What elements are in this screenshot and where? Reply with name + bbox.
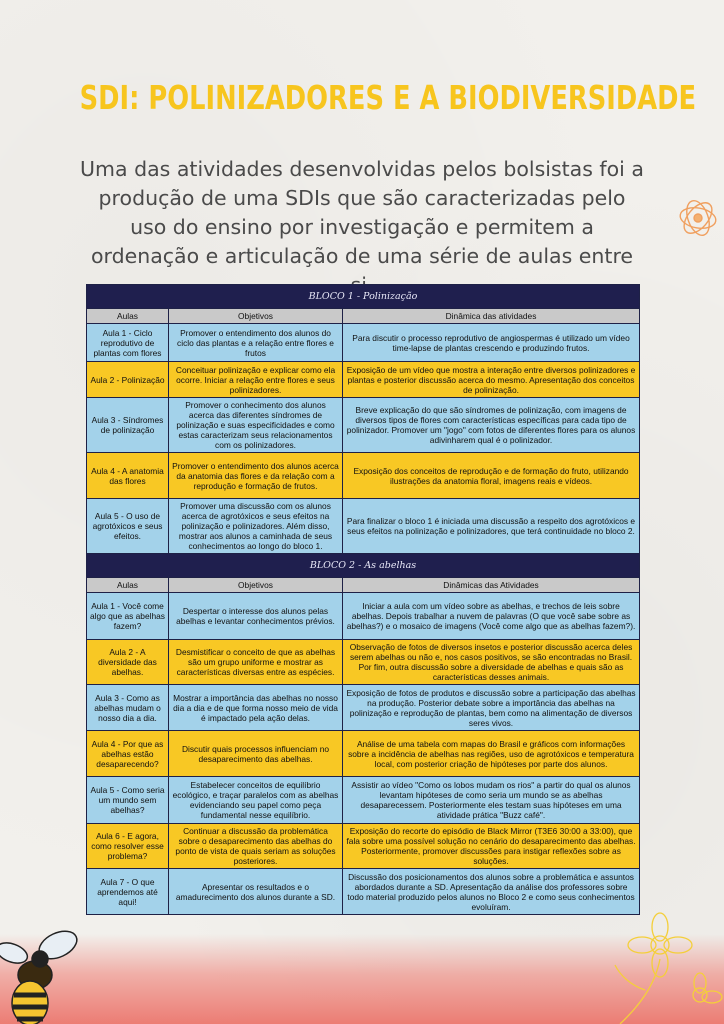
column-header-objetivos: Objetivos <box>169 578 343 593</box>
table-row <box>87 731 640 777</box>
table-row <box>87 640 640 685</box>
cell-dinamica: Para discutir o processo reprodutivo de angiospermas é utilizado um vídeo time-lapse de plantas crescendo e produzindo frutos. <box>343 324 640 362</box>
block2-heading: BLOCO 2 - As abelhas <box>87 554 640 578</box>
cell-aula: Aula 7 - O que aprendemos até aqui! <box>87 869 169 915</box>
cell-dinamica: Exposição dos conceitos de reprodução e de formação do fruto, utilizando ilustrações da anatomia floral, imagens reais e vídeos. <box>343 453 640 499</box>
cell-aula: Aula 1 - Você come algo que as abelhas fazem? <box>87 593 169 640</box>
table-row <box>87 324 640 362</box>
table-row <box>87 362 640 398</box>
cell-objetivo: Promover o entendimento dos alunos do ciclo das plantas e a relação entre flores e frutos <box>169 324 343 362</box>
table-row <box>87 869 640 915</box>
cell-dinamica: Análise de uma tabela com mapas do Brasil e gráficos com informações sobre a incidência de abelhas nas regiões, uso de agrotóxicos e temperatura local, com posterior criação de hipóteses por parte dos alunos. <box>343 731 640 777</box>
cell-objetivo: Despertar o interesse dos alunos pelas abelhas e levantar conhecimentos prévios. <box>169 593 343 640</box>
cell-dinamica: Assistir ao vídeo "Como os lobos mudam os rios" a partir do qual os alunos levantam hipóteses de como seria um mundo se as abelhas desaparecessem. Posteriormente eles testam suas hipóteses em uma atividade prática "Buzz café". <box>343 777 640 824</box>
cell-objetivo: Estabelecer conceitos de equilíbrio ecológico, e traçar paralelos com as abelhas evidenciando seu papel como peça fundamental nesse equilíbrio. <box>169 777 343 824</box>
block1-heading: BLOCO 1 - Polinização <box>87 285 640 309</box>
cell-dinamica: Exposição de fotos de produtos e discussão sobre a participação das abelhas na produção. Posterior debate sobre a importância das abelhas na polinização e reprodução de plantas, bem como na alimentação de diversos seres vivos. <box>343 685 640 731</box>
cell-aula: Aula 2 - Polinização <box>87 362 169 398</box>
flower-illustration <box>668 188 724 258</box>
block2-heading-row <box>87 554 640 578</box>
cell-objetivo: Conceituar polinização e explicar como ela ocorre. Iniciar a relação entre flores e seus polinizadores. <box>169 362 343 398</box>
cell-aula: Aula 5 - O uso de agrotóxicos e seus efeitos. <box>87 499 169 554</box>
cell-dinamica: Breve explicação do que são síndromes de polinização, com imagens de diversos tipos de flores com características específicas para cada tipo de polinizador. Promover um "jogo" com fotos de diferentes flores para os alunos adivinharem qual é o polinizador. <box>343 398 640 453</box>
block2-column-headers <box>87 578 640 593</box>
cell-dinamica: Observação de fotos de diversos insetos e posterior discussão acerca deles serem abelhas ou não e, nos casos positivos, se são encontradas no Brasil. Por fim, outra discussão sobre a diversidade de abelhas e quais são as características desses animais. <box>343 640 640 685</box>
cell-aula: Aula 3 - Síndromes de polinização <box>87 398 169 453</box>
cell-dinamica: Iniciar a aula com um vídeo sobre as abelhas, e trechos de leis sobre abelhas. Depois trabalhar a nuvem de palavras (O que você sabe sobre as abelhas?) e o mosaico de imagens (Você come algo que as abelhas fazem?). <box>343 593 640 640</box>
sdi-table <box>86 284 639 915</box>
cell-aula: Aula 2 - A diversidade das abelhas. <box>87 640 169 685</box>
column-header-dinamicas: Dinâmicas das Atividades <box>343 578 640 593</box>
table-row <box>87 685 640 731</box>
page-title: SDI: POLINIZADORES E A BIODIVERSIDADE <box>79 78 697 117</box>
intro-paragraph: Uma das atividades desenvolvidas pelos bolsistas foi a produção de uma SDIs que são caracterizadas pelo uso do ensino por investigação e permitem a ordenação e articulação de uma série de aulas entre <box>80 157 644 268</box>
cell-aula: Aula 4 - Por que as abelhas estão desaparecendo? <box>87 731 169 777</box>
cell-objetivo: Apresentar os resultados e o amadurecimento dos alunos durante a SD. <box>169 869 343 915</box>
table-row <box>87 824 640 869</box>
cell-objetivo: Promover uma discussão com os alunos acerca de agrotóxicos e seus efeitos na polinização e polinizadores. Além disso, mostrar aos alunos a caminhada de seus conhecimentos ao longo do bloco 1. <box>169 499 343 554</box>
column-header-objetivos: Objetivos <box>169 309 343 324</box>
column-header-dinamica: Dinâmica das atividades <box>343 309 640 324</box>
cell-objetivo: Continuar a discussão da problemática sobre o desaparecimento das abelhas do ponto de vista de quais seriam as soluções posteriores. <box>169 824 343 869</box>
table-row <box>87 453 640 499</box>
cell-objetivo: Promover o conhecimento dos alunos acerca das diferentes síndromes de polinização e suas especificidades e como estas caracterizam seus relacionamentos com os polinizadores. <box>169 398 343 453</box>
cell-dinamica: Para finalizar o bloco 1 é iniciada uma discussão a respeito dos agrotóxicos e seus efeitos na polinização e polinizadores, que terá continuidade no bloco 2. <box>343 499 640 554</box>
cell-dinamica: Discussão dos posicionamentos dos alunos sobre a problemática e assuntos abordados durante a SD. Apresentação da análise dos professores sobre todo material produzido pelos alunos no Bloco 2 e como seus conhecimentos evoluíram. <box>343 869 640 915</box>
cell-objetivo: Discutir quais processos influenciam no desaparecimento das abelhas. <box>169 731 343 777</box>
table-row <box>87 593 640 640</box>
table-row <box>87 499 640 554</box>
cell-dinamica: Exposição do recorte do episódio de Black Mirror (T3E6 30:00 a 33:00), que fala sobre uma possível solução no cenário do desaparecimento das abelhas. Posteriormente, promover discussões para instigar reflexões sobre as soluções. <box>343 824 640 869</box>
cell-aula: Aula 5 - Como seria um mundo sem abelhas? <box>87 777 169 824</box>
cell-dinamica: Exposição de um vídeo que mostra a interação entre diversos polinizadores e plantas e posterior discussão acerca do mesmo. Apresentação dos conceitos de polinização. <box>343 362 640 398</box>
cell-objetivo: Mostrar a importância das abelhas no nosso dia a dia e de que forma nosso meio de vida é impactado pela ação delas. <box>169 685 343 731</box>
cell-objetivo: Desmistificar o conceito de que as abelhas são um grupo uniforme e mostrar as características diversas entre as espécies. <box>169 640 343 685</box>
cell-aula: Aula 1 - Ciclo reprodutivo de plantas com flores <box>87 324 169 362</box>
block1-column-headers <box>87 309 640 324</box>
cell-aula: Aula 6 - E agora, como resolver esse problema? <box>87 824 169 869</box>
bee-illustration <box>0 915 90 1024</box>
cell-objetivo: Promover o entendimento dos alunos acerca da anatomia das flores e da relação com a reprodução e formação de frutos. <box>169 453 343 499</box>
table-row <box>87 777 640 824</box>
cell-aula: Aula 4 - A anatomia das flores <box>87 453 169 499</box>
flower-illustration <box>560 905 724 1024</box>
column-header-aulas: Aulas <box>87 309 169 324</box>
block1-heading-row <box>87 285 640 309</box>
column-header-aulas: Aulas <box>87 578 169 593</box>
table-row <box>87 398 640 453</box>
cell-aula: Aula 3 - Como as abelhas mudam o nosso dia a dia. <box>87 685 169 731</box>
